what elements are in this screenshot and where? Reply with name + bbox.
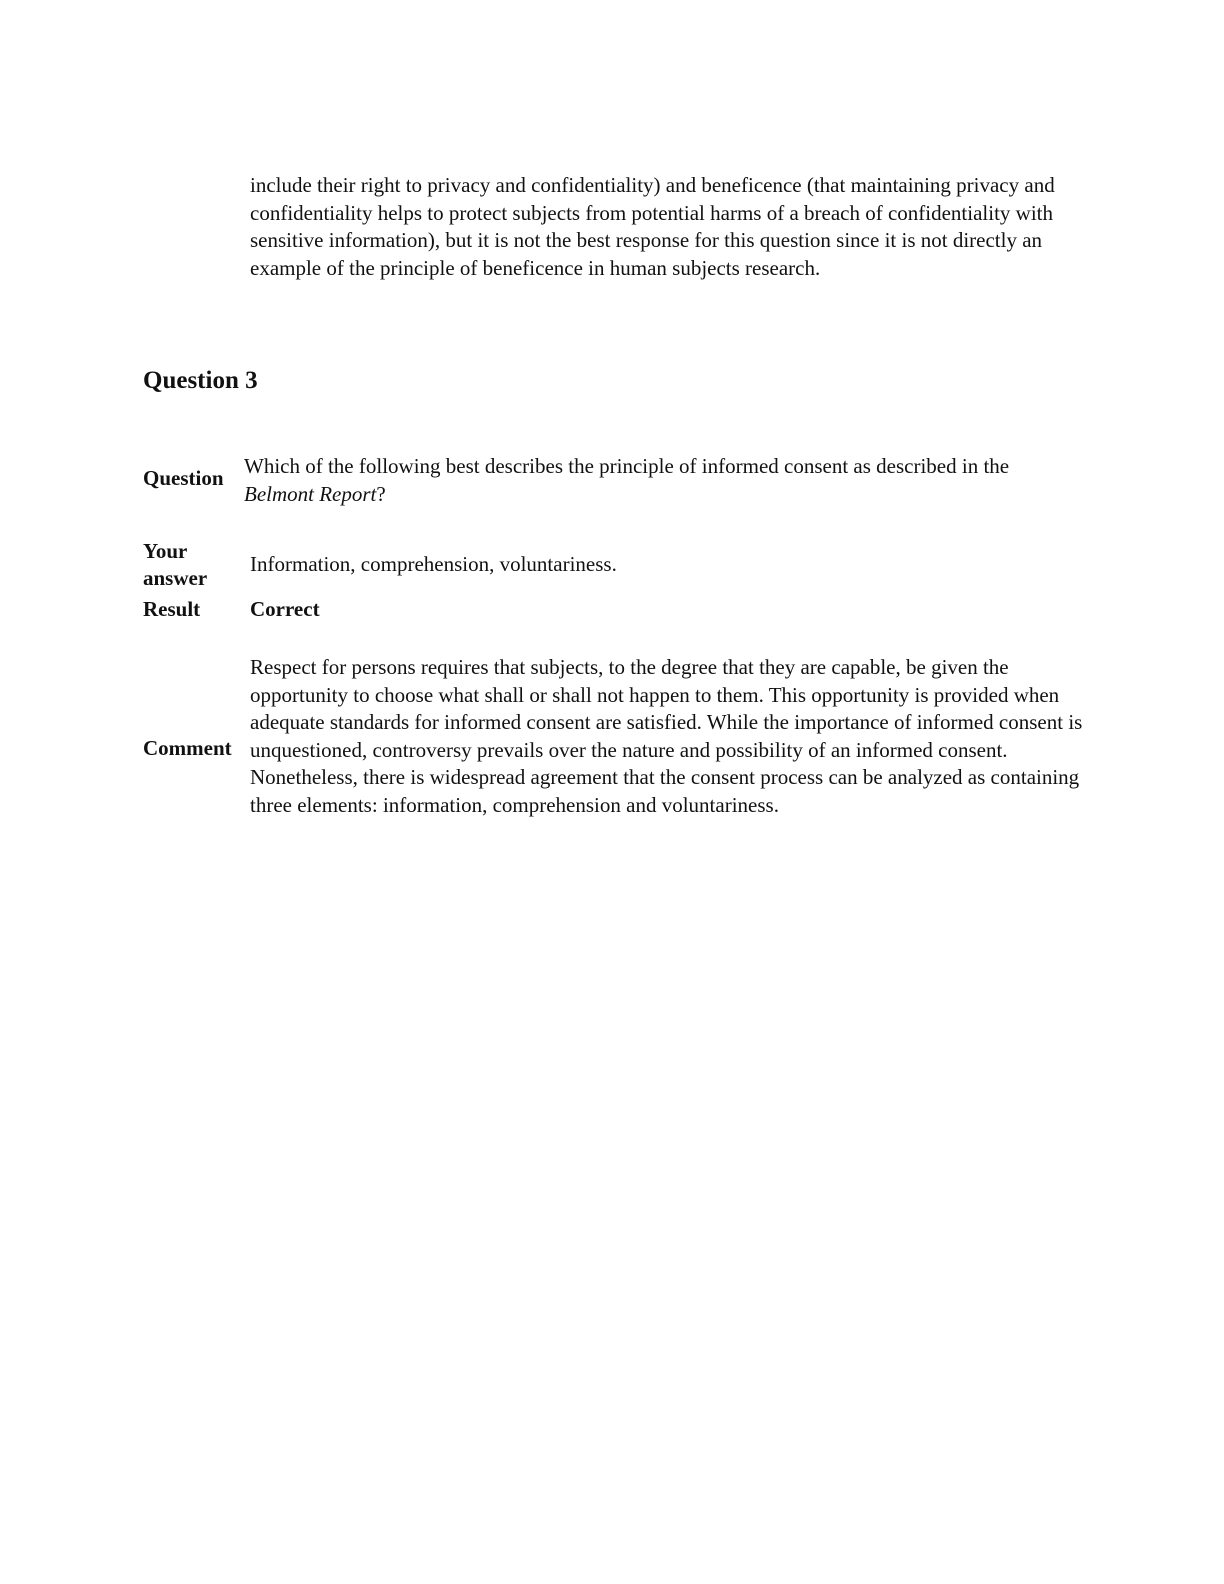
previous-comment-continuation: include their right to privacy and confidentiality) and beneficence (that maintaining privacy and confidentiality helps to protect subjects from potential harms of a breach of confidentiality with sensitive information), but it is not the best response for this question since it is not directly an example of the principle of beneficence in human subjects research. [250, 173, 1055, 280]
result-text: Correct [250, 597, 320, 621]
question-text-start: Which of the following best describes the principle of informed consent as described in the [244, 454, 1010, 478]
comment-text: Respect for persons requires that subjects, to the degree that they are capable, be given the opportunity to choose what shall or shall not happen to them. This opportunity is provided when adequate standards for informed consent are satisfied. While the importance of informed consent is unquestioned, controversy prevails over the nature and possibility of an informed consent. Nonetheless, there is widespread agreement that the consent process can be analyzed as containing three elements: information, comprehension and voluntariness. [250, 655, 1083, 817]
question-text [244, 453, 1074, 508]
question-label: Question [143, 466, 224, 490]
your-answer-text: Information, comprehension, voluntariness. [250, 552, 617, 576]
result-label: Result [143, 597, 201, 621]
question-text-end: ? [376, 481, 386, 506]
your-answer-label-line2: answer [143, 566, 208, 590]
question-text-italic: Belmont Report [244, 481, 377, 506]
your-answer-label [143, 538, 207, 592]
question-heading: Question 3 [143, 367, 258, 394]
comment-label: Comment [143, 736, 232, 760]
your-answer-label-line1: Your [143, 539, 188, 563]
